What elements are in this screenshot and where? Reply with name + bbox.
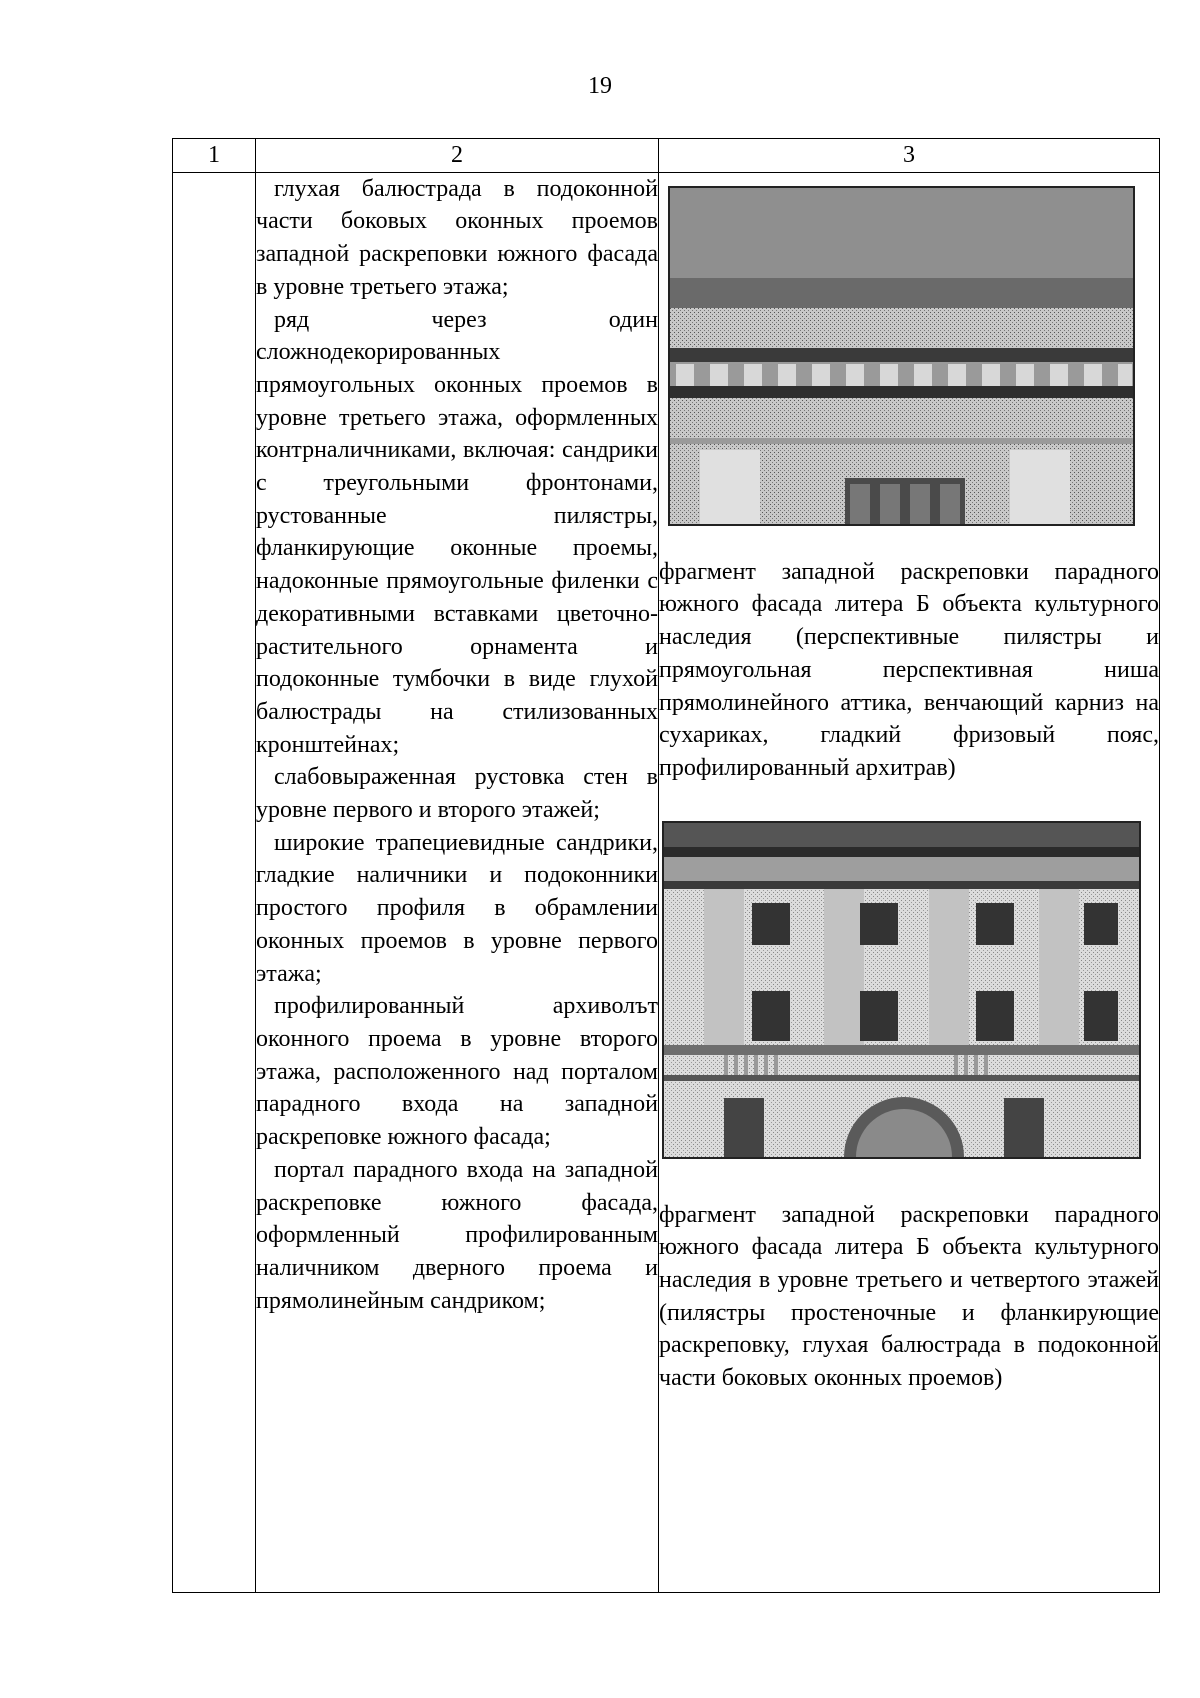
header-col-3: 3 [659,139,1160,173]
cell-col-1 [173,172,256,1592]
photo-caption: фрагмент западной раскреповки парадного южного фасада литера Б объекта культурного наследия (перспективные пилястры и прямоугольная перспективная ниша прямолинейного аттика, венчающий карниз на сухариках, гладкий фризовый пояс, профилированный архитрав) [659,558,1159,781]
feature-item: профилированный архиволът оконного проема в уровне второго этажа, расположенного над порталом парадного входа на западной раскреповке южного фасада; [256,993,658,1151]
cell-col-2 [256,172,659,1592]
photo-caption: фрагмент западной раскреповки парадного южного фасада литера Б объекта культурного наследия в уровне третьего и четвертого этажей (пилястры простеночные и фланкирующие раскреповку, глухая балюстрада в подоконной части боковых оконных проемов) [659,1201,1159,1392]
feature-item: слабовыраженная рустовка стен в уровне первого и второго этажей; [256,764,658,824]
feature-item: портал парадного входа на западной раскреповке южного фасада, оформленный профилированным наличником дверного проема и прямолинейным сандриком; [256,1156,658,1314]
feature-item: ряд через один сложнодекорированных прямоугольных оконных проемов в уровне третьего этажа, оформленных контрналичниками, включая: сандрики с треугольными фронтонами, рустованные пилястры, фланкирующие оконные проемы, надоконные прямоугольные филенки с декоративными вставками цветочно-растительного орнамента и подоконные тумбочки в виде глухой балюстрады на стилизованных кронштейнах; [256,306,658,758]
header-col-2: 2 [256,139,659,173]
facade-windows-photo [662,821,1141,1159]
document-table [172,138,1160,1593]
table-row [173,172,1160,1592]
feature-item: широкие трапециевидные сандрики, гладкие наличники и подоконники простого профиля в обрамлении оконных проемов в уровне первого этажа; [256,829,658,987]
facade-cornice-photo [668,186,1135,526]
feature-item: глухая балюстрада в подоконной части боковых оконных проемов западной раскреповки южного фасада в уровне третьего этажа; [256,175,658,300]
table-header-row [173,139,1160,173]
page-number: 19 [588,73,612,99]
cell-col-3 [659,172,1160,1592]
header-col-1: 1 [173,139,256,173]
